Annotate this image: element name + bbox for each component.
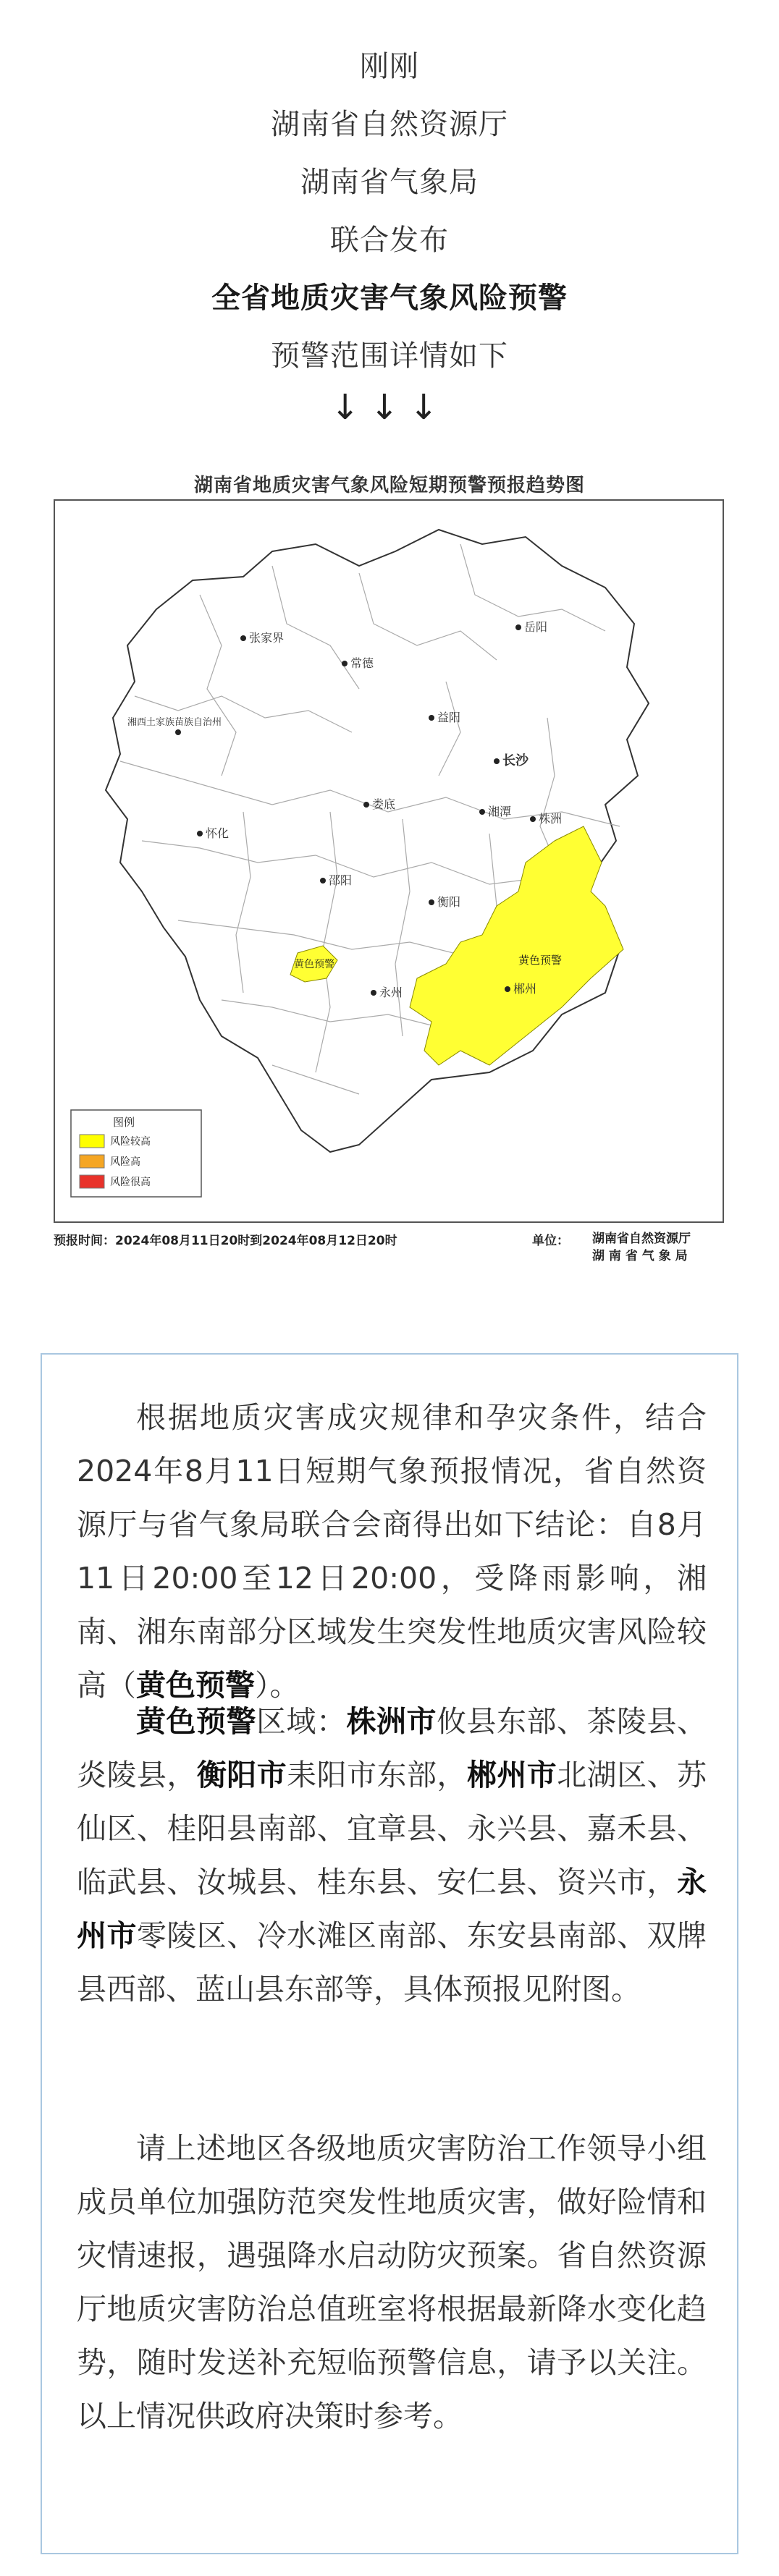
conclusion-text: 根据地质灾害成灾规律和孕灾条件，结合2024年8月11日短期气象预报情况，省自然资源厅与省气象局联合会商得出如下结论：自8月11日20:00至12日20:00，受降雨影响，湘南、湘东南部分区域发生突发性地质灾害风险较高（: [77, 1400, 707, 1703]
city-label-hengyang: 衡阳: [437, 897, 461, 909]
areas-zhuzhou: 攸县东部、茶陵县、炎陵县，: [77, 1704, 707, 1792]
warning-label-west: 黄色预警: [294, 958, 334, 970]
legend-label-very-high: 风险很高: [110, 1176, 151, 1187]
map-title: 湖南省地质灾害气象风险短期预警预报趋势图: [193, 475, 585, 496]
city-label-xiangtan: 湘潭: [488, 806, 512, 818]
city-label-changde: 常德: [350, 658, 374, 670]
city-marker-huaihua: [197, 831, 203, 836]
legend-swatch-orange: [80, 1155, 104, 1168]
city-label-changsha: 长沙: [502, 753, 529, 768]
intro-line-dept-resources: 湖南省自然资源厅: [271, 108, 508, 141]
city-label-loudi: 娄底: [372, 799, 396, 811]
city-label-yongzhou: 永州: [379, 987, 403, 999]
city-marker-xiangtan: [479, 809, 485, 815]
city-marker-yongzhou: [371, 990, 376, 996]
city-label-chenzhou: 郴州: [513, 983, 537, 996]
city-marker-chenzhou: [505, 986, 510, 992]
conclusion-end: ）。: [255, 1668, 300, 1703]
areas-yongzhou: 零陵区、冷水滩区南部、东安县南部、双牌县西部、蓝山县东部等，具体预报见附图。: [77, 1918, 707, 2007]
city-label-zhuzhou: 株洲: [539, 813, 563, 826]
warning-label-east: 黄色预警: [518, 954, 563, 967]
map-legend: [71, 1110, 201, 1197]
city-label-xiangxi: 湘西土家族苗族自治州: [127, 716, 222, 727]
intro-line-dept-weather: 湖南省气象局: [300, 166, 479, 199]
city-marker-yiyang: [429, 715, 434, 721]
city-label-shaoyang: 邵阳: [329, 875, 353, 887]
announcement-card: [41, 1353, 738, 2554]
city-marker-changde: [342, 661, 348, 666]
city-marker-changsha: [494, 758, 500, 764]
city-marker-hengyang: [429, 899, 434, 905]
city-chenzhou: 郴州市: [466, 1758, 557, 1792]
forecast-time: 预报时间：2024年08月11日20时到2024年08月12日20时: [54, 1234, 397, 1248]
legend-title: 图例: [113, 1117, 135, 1129]
city-zhuzhou: 株洲市: [346, 1704, 437, 1739]
city-label-yiyang: 益阳: [437, 712, 461, 724]
intro-headline: 全省地质灾害气象风险预警: [211, 281, 568, 315]
city-label-huaihua: 怀化: [206, 828, 230, 840]
city-marker-yueyang: [515, 624, 521, 630]
city-marker-zhuzhou: [530, 816, 536, 822]
intro-line-details: 预警范围详情如下: [271, 339, 508, 373]
issuer-weather: 湖 南 省 气 象 局: [592, 1249, 688, 1263]
conclusion-level: 黄色预警: [136, 1668, 255, 1703]
city-label-zhangjiajie: 张家界: [249, 632, 285, 645]
areas-hengyang: 耒阳市东部，: [287, 1758, 467, 1792]
city-marker-shaoyang: [320, 878, 326, 884]
paragraph-conclusion: [77, 1391, 707, 1712]
unit-label: 单位：: [532, 1234, 569, 1248]
legend-label-high: 风险高: [110, 1156, 140, 1167]
city-label-yueyang: 岳阳: [524, 622, 548, 634]
city-marker-loudi: [363, 802, 369, 808]
intro-line-just-now: 刚刚: [360, 50, 419, 83]
legend-label-higher: 风险较高: [110, 1135, 151, 1147]
intro-line-joint: 联合发布: [330, 224, 449, 257]
risk-map: [54, 499, 724, 1223]
legend-swatch-red: [80, 1175, 104, 1188]
legend-swatch-yellow: [80, 1135, 104, 1148]
paragraph-warning-areas: [77, 1695, 707, 2016]
city-marker-zhangjiajie: [240, 635, 246, 641]
areas-chenzhou: 北湖区、苏仙区、桂阳县南部、宜章县、永兴县、嘉禾县、临武县、汝城县、桂东县、安仁县、资兴市，: [77, 1758, 707, 1899]
warning-areas-label: 黄色预警: [136, 1704, 256, 1739]
issuing-units: [592, 1230, 691, 1265]
paragraph-instructions: 请上述地区各级地质灾害防治工作领导小组成员单位加强防范突发性地质灾害，做好险情和灾情速报，遇强降水启动防灾预案。省自然资源厅地质灾害防治总值班室将根据最新降水变化趋势，随时发送补充短临预警信息，请予以关注。以上情况供政府决策时参考。: [77, 2131, 707, 2433]
city-marker-xiangxi: [175, 729, 181, 735]
issuer-resources: 湖南省自然资源厅: [592, 1232, 691, 1246]
areas-prefix: 区域：: [256, 1704, 347, 1739]
down-arrows-icon: ↓↓↓: [330, 387, 449, 428]
hunan-map-svg: [55, 501, 723, 1221]
city-yongzhou: 永州市: [77, 1865, 707, 1953]
city-hengyang: 衡阳市: [196, 1758, 287, 1792]
